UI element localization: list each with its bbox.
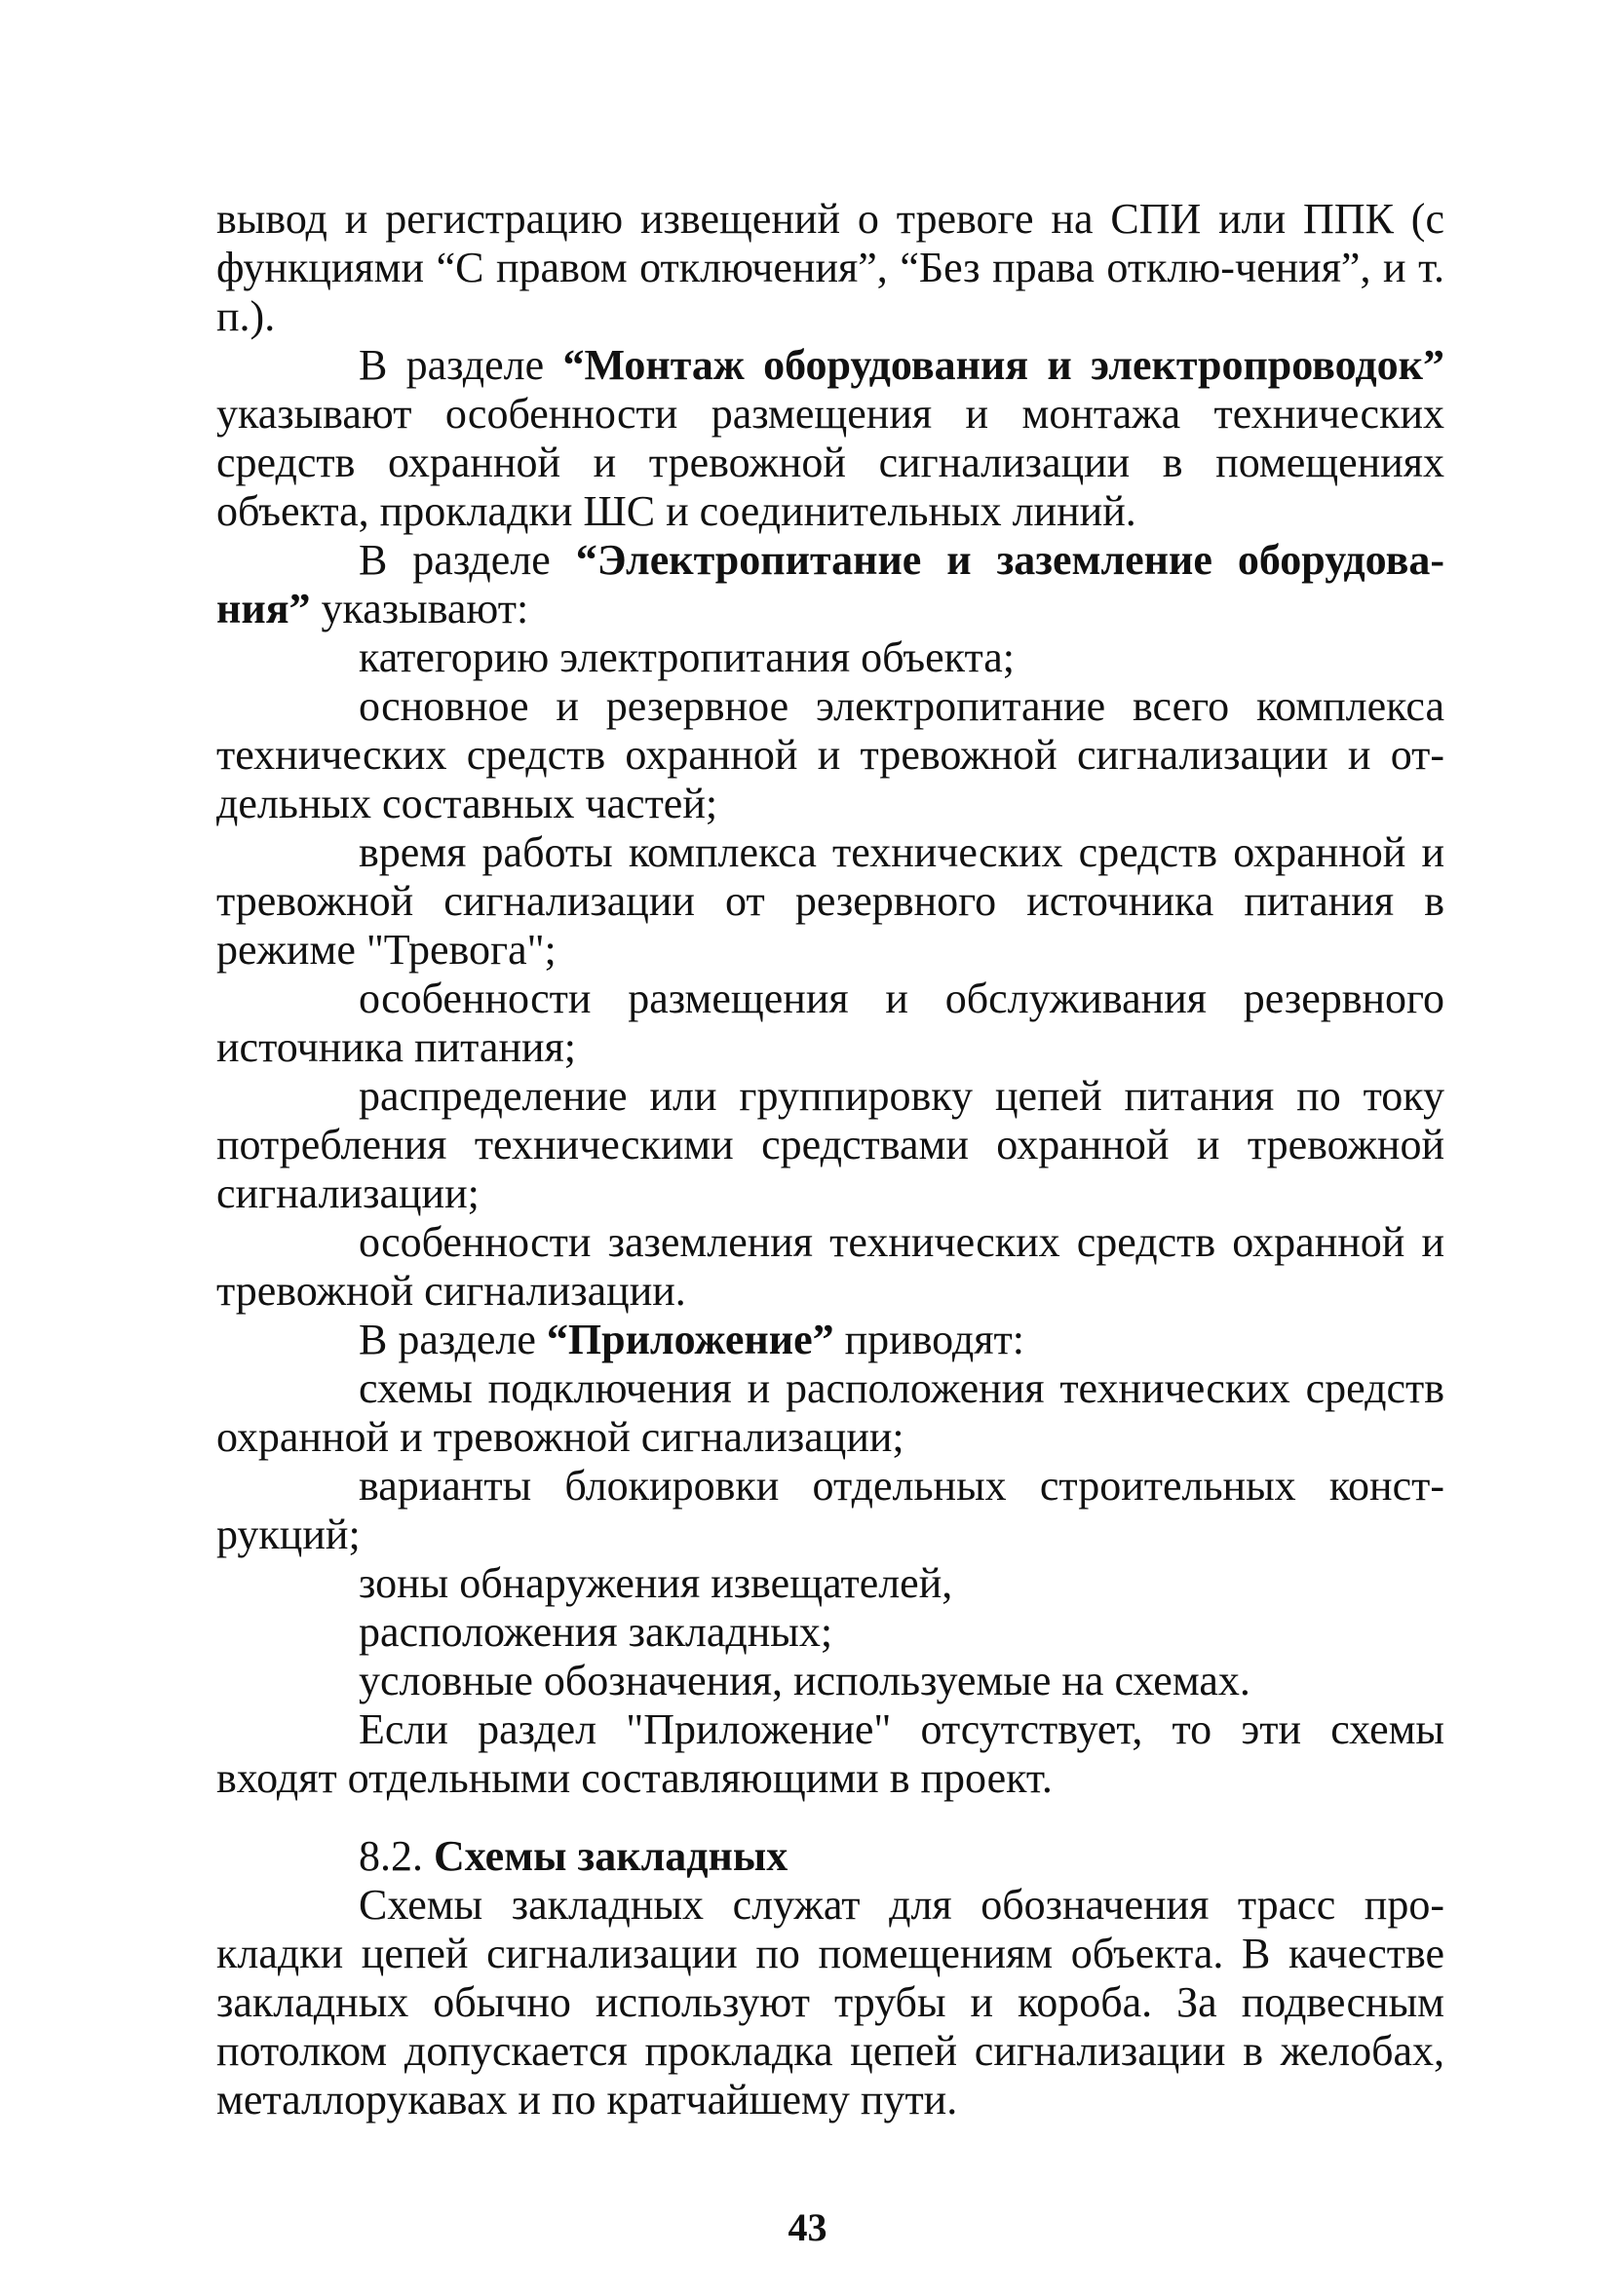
text-run: распределение или группировку цепей питания по току потребления техническими средствами охранной и тревожной сигнализации;	[216, 1072, 1444, 1217]
paragraph	[216, 1705, 1444, 1803]
text-run: В разделе	[359, 341, 563, 389]
text-run: время работы комплекса технических средств охранной и тревожной сигнализации от резервного источника питания в режиме "Тревога";	[216, 828, 1444, 974]
text-run: Если раздел "Приложение" отсутствует, то эти схемы входят отдельными составляющими в проект.	[216, 1705, 1444, 1802]
text-run: особенности размещения и обслуживания резервного источника питания;	[216, 975, 1444, 1071]
text-run: основное и резервное электропитание всего комплекса технических средств охранной и тревожной сигнализации и от-дельных составных частей;	[216, 682, 1444, 827]
page-body	[216, 195, 1444, 2124]
text-run: варианты блокировки отдельных строительных конст-рукций;	[216, 1462, 1444, 1558]
text-run: зоны обнаружения извещателей,	[359, 1559, 953, 1607]
text-run: вывод и регистрацию извещений о тревоге на СПИ или ППК (с функциями “С правом отключения”, “Без права отклю-чения”, и т. п.).	[216, 195, 1444, 340]
text-run: В разделе	[359, 536, 576, 584]
paragraph	[216, 633, 1444, 682]
paragraph	[216, 1364, 1444, 1462]
text-run: указывают:	[310, 585, 529, 632]
paragraph	[216, 195, 1444, 341]
paragraph	[216, 536, 1444, 633]
paragraph	[216, 341, 1444, 536]
paragraph	[216, 1462, 1444, 1559]
page-number: 43	[788, 2205, 827, 2249]
section-paragraphs-container	[216, 1881, 1444, 2124]
text-run: особенности заземления технических средств охранной и тревожной сигнализации.	[216, 1218, 1444, 1315]
text-run: расположения закладных;	[359, 1608, 833, 1656]
paragraph	[216, 1559, 1444, 1608]
paragraph	[216, 975, 1444, 1072]
text-run: условные обозначения, используемые на схемах.	[359, 1657, 1250, 1704]
paragraph	[216, 1316, 1444, 1364]
section-title: Схемы закладных	[434, 1832, 788, 1880]
bold-phrase: “Приложение”	[546, 1316, 834, 1363]
text-run: категорию электропитания объекта;	[359, 633, 1015, 681]
paragraphs-container	[216, 195, 1444, 1803]
paragraph	[216, 1657, 1444, 1705]
paragraph	[216, 1608, 1444, 1657]
bold-phrase: “Электропитание и заземление оборудова-ния”	[216, 536, 1444, 632]
text-run: схемы подключения и расположения технических средств охранной и тревожной сигнализации;	[216, 1364, 1444, 1461]
text-run: В разделе	[359, 1316, 547, 1363]
section-number: 8.2.	[359, 1832, 423, 1880]
section-paragraph: Схемы закладных служат для обозначения трасс про-кладки цепей сигнализации по помещениям объекта. В качестве закладных обычно используют трубы и короба. За подвесным потолком допускается прокладка цепей сигнализации в желобах, металлорукавах и по кратчайшему пути.	[216, 1881, 1444, 2124]
paragraph	[216, 1218, 1444, 1316]
section-heading	[216, 1832, 1444, 1881]
text-run: указывают особенности размещения и монтажа технических средств охранной и тревожной сигнализации в помещениях объекта, прокладки ШС и соединительных линий.	[216, 390, 1444, 535]
paragraph	[216, 1072, 1444, 1218]
bold-phrase: “Монтаж оборудования и электропроводок”	[562, 341, 1444, 389]
paragraph	[216, 828, 1444, 975]
text-run: приводят:	[833, 1316, 1024, 1363]
paragraph	[216, 682, 1444, 828]
